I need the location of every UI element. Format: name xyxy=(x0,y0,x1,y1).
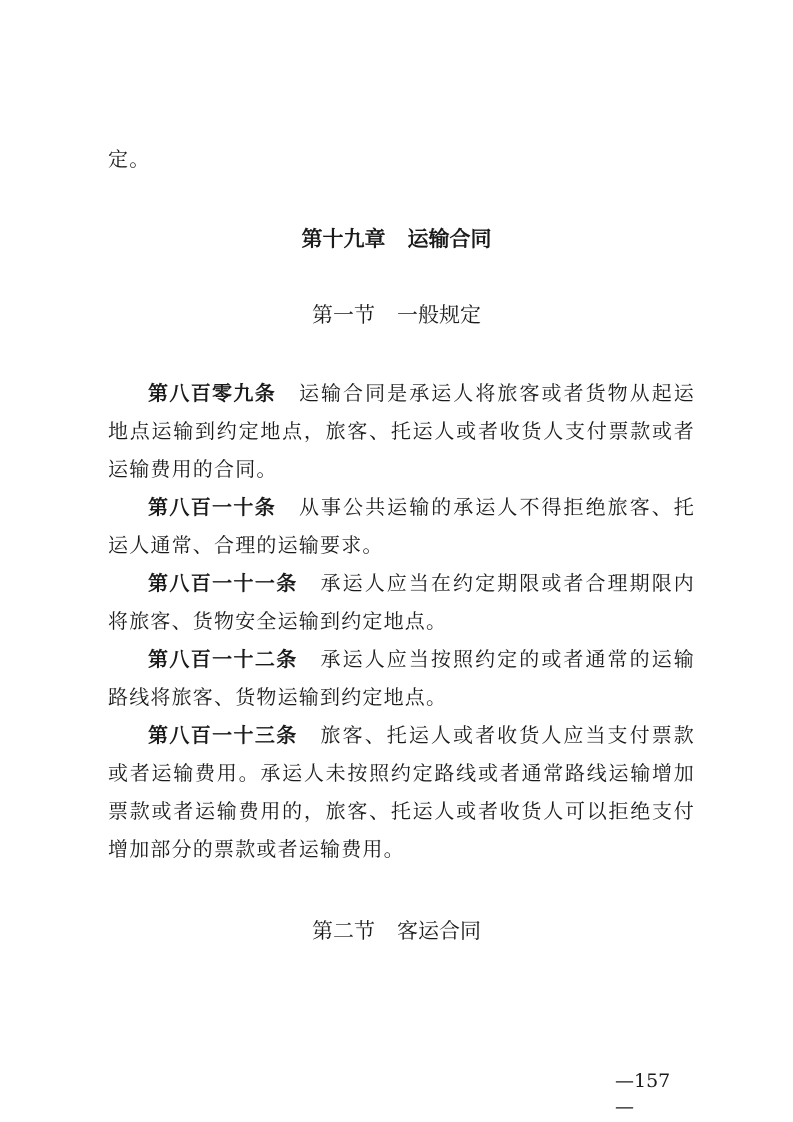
article-number: 第八百一十二条 xyxy=(148,647,298,671)
article-809 xyxy=(108,374,695,488)
article-number: 第八百一十条 xyxy=(148,495,277,519)
section-title: 客运合同 xyxy=(397,919,481,943)
article-text: 旅客、托运人或者收货人应当支付票款或者运输费用。承运人未按照约定路线或者通常路线运输增加票款或者运输费用的，旅客、托运人或者收货人可以拒绝支付增加部分的票款或者运输费用。 xyxy=(108,723,695,861)
leading-text: 定。 xyxy=(108,147,151,171)
article-text: 从事公共运输的承运人不得拒绝旅客、托运人通常、合理的运输要求。 xyxy=(108,495,696,557)
chapter-heading xyxy=(0,222,793,256)
article-number: 第八百一十三条 xyxy=(148,723,298,747)
article-number: 第八百零九条 xyxy=(148,381,277,405)
page-number: —157— xyxy=(615,1070,671,1118)
section-number: 第一节 xyxy=(312,303,375,327)
article-813 xyxy=(108,716,695,868)
chapter-number: 第十九章 xyxy=(301,227,386,251)
article-810 xyxy=(108,488,695,564)
section-heading-2 xyxy=(0,914,793,948)
article-text: 承运人应当按照约定的或者通常的运输路线将旅客、货物运输到约定地点。 xyxy=(108,647,695,709)
article-text: 承运人应当在约定期限或者合理期限内将旅客、货物安全运输到约定地点。 xyxy=(108,571,695,633)
section-heading-1 xyxy=(0,298,793,332)
articles-list xyxy=(108,374,695,868)
section-number: 第二节 xyxy=(312,919,375,943)
article-text: 运输合同是承运人将旅客或者货物从起运地点运输到约定地点，旅客、托运人或者收货人支付票款或者运输费用的合同。 xyxy=(108,381,696,481)
article-number: 第八百一十一条 xyxy=(148,571,298,595)
chapter-title: 运输合同 xyxy=(407,227,492,251)
section-title: 一般规定 xyxy=(397,303,481,327)
article-811 xyxy=(108,564,695,640)
article-812 xyxy=(108,640,695,716)
